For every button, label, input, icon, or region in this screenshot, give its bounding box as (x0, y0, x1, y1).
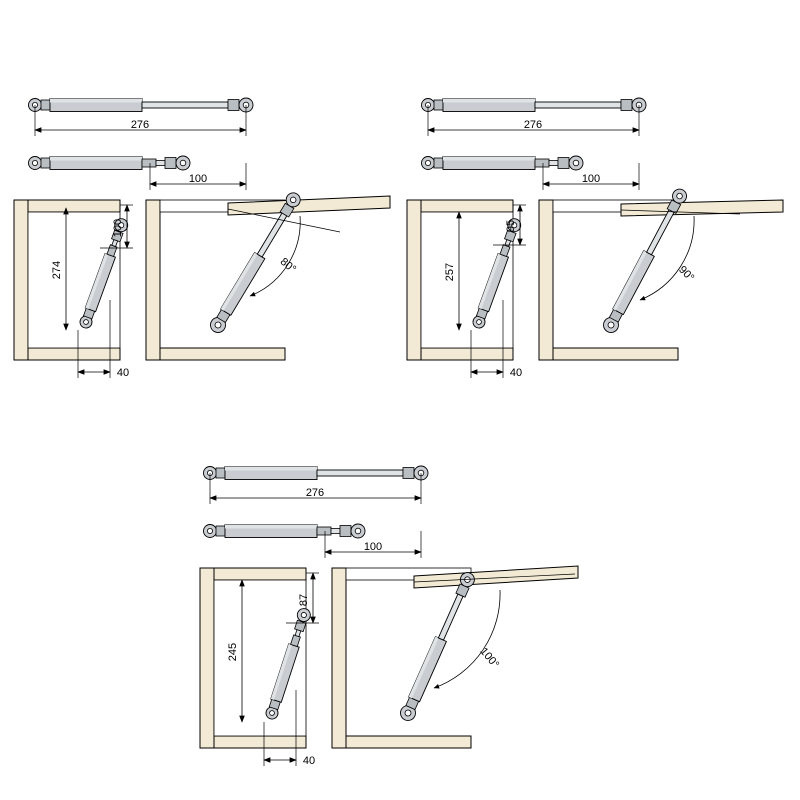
dim-vertical: 245 (227, 642, 239, 662)
dim-horizontal: 40 (509, 367, 523, 379)
dim-stroke-length: 100 (363, 541, 383, 553)
dim-vertical: 274 (51, 260, 63, 280)
cabinet-closed (407, 200, 526, 379)
spring-compressed (204, 524, 422, 558)
cabinet-open (539, 186, 783, 360)
variant-100-group (200, 466, 578, 767)
dim-top-offset: 95 (505, 219, 517, 233)
dim-horizontal: 40 (116, 367, 130, 379)
dim-extended-length: 276 (130, 119, 150, 131)
spring-compressed (422, 156, 640, 190)
dim-top-offset: 100 (112, 218, 124, 238)
angle-label: 80° (277, 255, 299, 276)
cabinet-closed (14, 200, 133, 379)
cabinet-closed (200, 568, 319, 767)
spring-extended (422, 98, 647, 136)
dim-extended-length: 276 (305, 487, 325, 499)
dim-stroke-length: 100 (188, 173, 208, 185)
variant-80-group (14, 98, 390, 379)
dim-horizontal: 40 (302, 755, 316, 767)
spring-compressed (29, 156, 247, 190)
dim-top-offset: 87 (298, 593, 310, 607)
spring-extended (204, 466, 429, 504)
dim-extended-length: 276 (523, 119, 543, 131)
spring-extended (29, 98, 254, 136)
angle-label: 100° (477, 645, 502, 671)
dim-stroke-length: 100 (581, 173, 601, 185)
cabinet-open (146, 190, 390, 360)
angle-label: 90° (676, 263, 697, 285)
dim-vertical: 257 (444, 262, 456, 282)
variant-90-group (407, 98, 783, 379)
cabinet-open (332, 566, 578, 748)
